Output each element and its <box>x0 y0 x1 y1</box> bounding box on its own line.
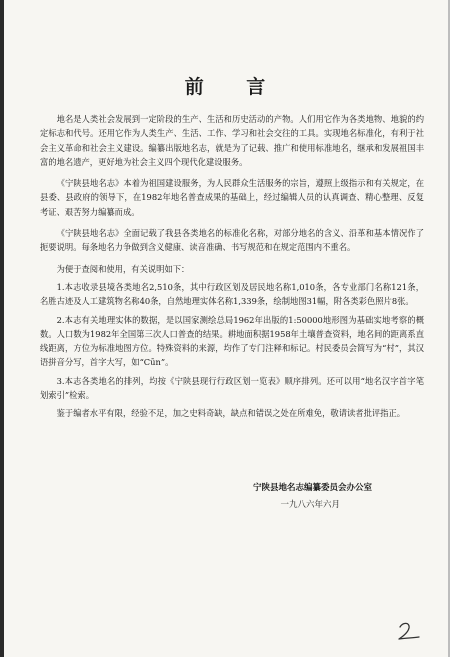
signature-organization: 宁陕县地名志编纂委员会办公室 <box>252 483 372 493</box>
paragraph-intro: 地名是人类社会发展到一定阶段的生产、生活和历史活动的产物。人们用它作为各类地物、地貌的约定标志和代号。还用它作为人类生产、生活、工作、学习和社会交往的工具。实现地名标准化，有利于社会主义革命和社会主义建设。编纂出版地名志，就是为了记载、推广和使用标准地名，继承和发展祖国丰富的地名遗产，更好地为社会主义四个现代化建设服务。 <box>40 114 424 167</box>
paragraph-content: 《宁陕县地名志》全面记载了我县各类地名的标准化名称，对部分地名的含义、沿革和基本情况作了扼要说明。每条地名力争做到含义健康、读音准确、书写规范和在规定范围内不重名。 <box>40 228 424 253</box>
handwritten-page-mark <box>396 620 422 642</box>
paragraph-note-2: 2.本志有关地理实体的数据，是以国家测绘总局1962年出版的1:50000地形图为基础实地考察的概数。人口数为1982年全国第三次人口普查的结果。耕地面积据1958年土壤普查资料，地名间的距离系直线距离，方位为标准地图方位。特殊资料的来源，均作了专门注释和标记。村民委员会简写为“村”，其汉语拼音分写，首字大写，如“Cūn”。 <box>40 314 424 368</box>
signature-block <box>0 481 424 512</box>
page-title: 前 言 <box>184 76 284 98</box>
paragraph-note-1: 1.本志收录县境各类地名2,510条，其中行政区划及居民地名称1,010条，各专业部门名称121条，名胜古迹及人工建筑物名称40条，自然地理实体名称1,339条，绘制地图31幅，附各类彩色照片8张。 <box>40 281 424 307</box>
paragraph-notes-heading: 为便于查阅和使用，有关说明如下： <box>56 263 190 274</box>
paragraph-compilation: 《宁陕县地名志》本着为祖国建设服务，为人民群众生活服务的宗旨，遵照上级指示和有关规定，在县委、县政府的领导下，在1982年地名普查成果的基础上，经过编辑人员的认真调查、精心整理、反复考证、艰苦努力编纂而成。 <box>40 178 424 217</box>
paragraph-closing: 鉴于编者水平有限，经验不足，加之史料奇缺，缺点和错误之处在所难免，敬请读者批评指正。 <box>56 408 406 419</box>
signature-date: 一九八六年六月 <box>280 500 340 510</box>
document-body <box>40 112 424 421</box>
paragraph-note-3: 3.本志各类地名的排列，均按《宁陕县现行行政区划一览表》顺序排列。还可以用“地名汉字首字笔划索引”检索。 <box>40 375 424 401</box>
